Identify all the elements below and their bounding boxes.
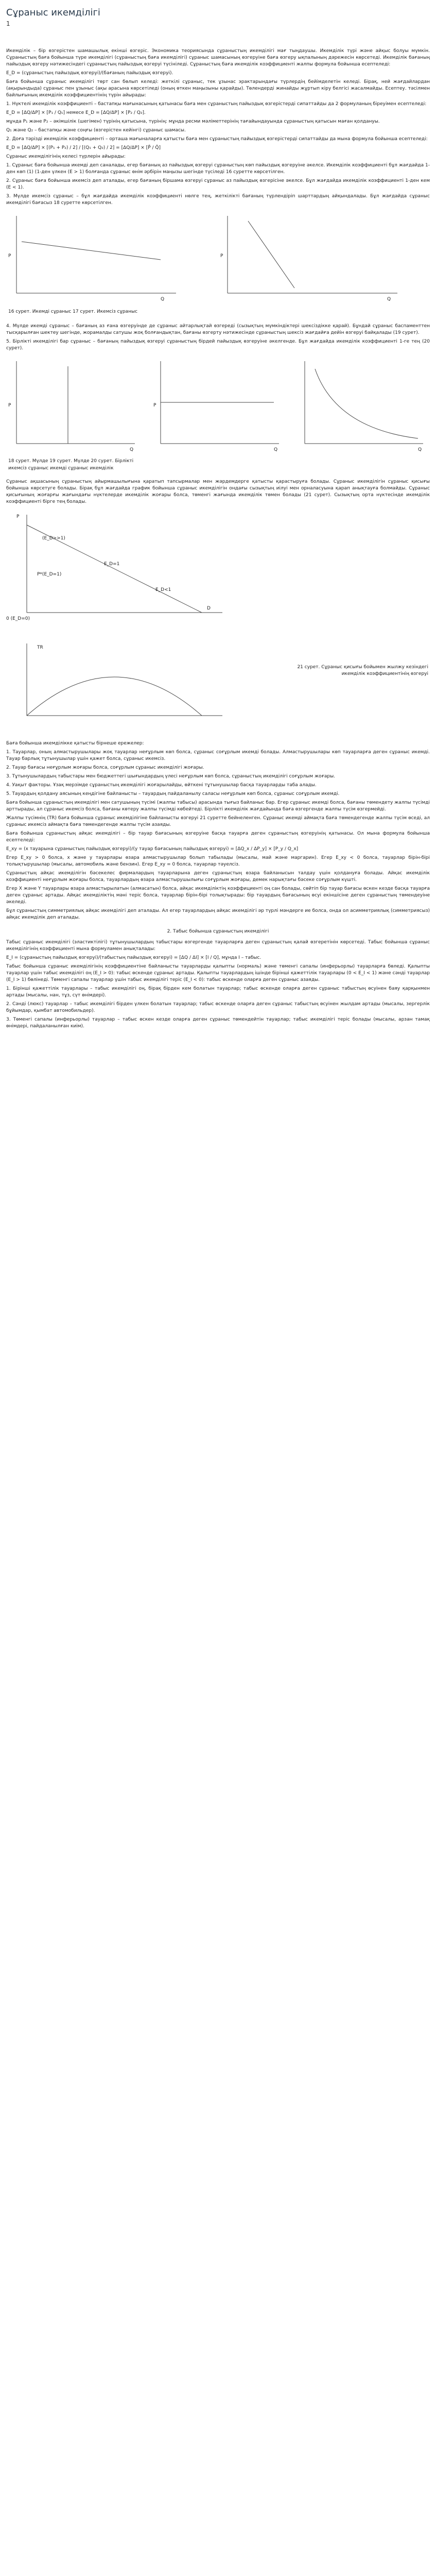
figure-1-drawing <box>6 211 430 303</box>
paragraph: Баға бойынша сұраныс икемділігі төрт сан бөлып келеді: жеткілі сұраныс, тек ұзынас эрактарындағы түрлердің бейімделетін келеді. Бірақ, ней жағдайлардан (ақырындыда) сұраныс пен ұзыныс (ақы арасына көрсетіледі (оның өткен маңызыны қарайды). Төлендерді жинайды жұртып кіру белгісі жасалмайды. Есептеу. тәсілмен байлығының икемділік коэффициентінің түрін айырады: <box>6 79 430 98</box>
figure-3-drawing <box>6 510 430 726</box>
page-number: 1 <box>6 20 10 27</box>
formula: E_xy = (x тауарына сұраныстың пайыздық өзгеруі)/(y тауар бағасының пайыздық өзгеруі) = [ΔQ_x / ΔP_y] × [P_y / Q_x] <box>6 846 299 852</box>
elasticity-label: (E_D>>1) <box>42 536 65 541</box>
paragraph: Икемділік – бір өзгерістен шамашылық екінші өзгеріс. Экономика теориясында сұраныстың икемділігі мағ тыңдаушы. Икемділік түрі және айқыс болуы мүмкін. Сұраныстың баға бойынша түре икемділігі (сұраныстың баға икемділігі) сұраныс шамасының өзгеруіне баға өзгеру ықпалының дәрежесін көрсетеді. Икемділік бағаның пайыздық өзгеру нәтижесіндегі сұраныстың пайыздық өзгеруі түсініледі. Сұраныстың баға икемділік коэффициенті жалпы формула бойынша есептеледі: <box>6 48 430 67</box>
section-heading: 2. Табыс бойынша сұраныстың икемділігі <box>167 929 269 934</box>
section-perfect-unit <box>6 323 430 352</box>
axis-label-q: Q <box>161 297 165 302</box>
paragraph: 3. Мүлде икемсіз сұраныс – бұл жағдайда икемділік коэффициенті нөлге тең, жеткілікті бағаның түрлендіріп шарттардың айқындалады. Бұл жағдайда сұраныс икемділігі бағасыз 18 суретте көрсетілген. <box>6 194 430 206</box>
paragraph: 4. Уақыт факторы. Ұзақ мерзімде сұраныстың икемділігі жоғарылайды, өйткені тұтынушылар басқа тауарларды таба алады. <box>6 783 317 788</box>
paragraph: Q₁ және Q₂ – бастапқы және соңғы (өзгерістен кейінгі) сұраныс шамасы. <box>6 128 186 133</box>
figure-elastic-inelastic <box>6 211 430 319</box>
paragraph: 5. Бірлікті икемділігі бар сұраныс – бағаның пайыздық өзгеруі сұраныстың бірдей пайыздық өзгеруіне әкелгенде. Бұл жағдайда икемділік коэффициенті 1-ге тең (20 сурет). <box>6 339 430 351</box>
paragraph: Баға бойынша икемділікке қатысты бірнеше ережелер: <box>6 741 144 746</box>
figure-caption: 21 сурет. Сұраныс қисығы бойымен жылжу кезіндегі икемділік коэффициентінің өзгеруі <box>297 665 428 676</box>
axis-label-p: P <box>220 253 223 259</box>
figure-elasticity-along-curve <box>6 510 430 736</box>
figure-perfect-unit <box>6 356 430 474</box>
paragraph: 1. Бірінші қажеттілік тауарлары – табыс икемділігі оң, бірақ бірден кем болатын тауарлар; табыс өскенде оларға деген сұраныс табыстың өсуінен баяу қарқынмен артады (мысалы, нан, тұз, сүт өнімдері). <box>6 986 430 998</box>
elasticity-label: 0 (E_D=0) <box>6 616 30 621</box>
paragraph: Сұраныс ақшасының сұраныстың айырмашылығына қаратып тапсырмалар мен жәрдемдерге қатысты қарастыруға болады. Сұраныс икемділігін сұраныс қисығы бойынша көрсетуге болады. Бірақ бұл жағдайда график бойынша сұраныс икемділігін ондағы сызықтың иілуі мен орналасуына қарап анықтауға болмайды. Сұраныс қисығының жоғарғы жағындағы нүктелерде икемділік жоғары болса, төменгі жағында икемділік төмен болады (21 сурет). Сызықтың орта нүктесінде икемділік коэффициенті бірге тең болады. <box>6 479 430 504</box>
formula: E_D = (сұраныстың пайыздық өзгеруі)/(бағаның пайыздық өзгеруі). <box>6 71 173 76</box>
elasticity-label: E_D=1 <box>104 562 120 567</box>
figure-caption: 18 сурет. Мүлде 19 сурет. Мүлде 20 сурет. Бірлікті <box>8 459 134 464</box>
paragraph: 1. Тауарлар, оның алмастырушылары жоқ тауарлар неғұрлым көп болса, сұраныс соғұрлым икемді болады. Алмастырушылары көп тауарларға деген сұраныс икемді. Тауар барлық тұтынушылар үшін қажет болса, сұраныс икемсіз. <box>6 750 430 761</box>
figure-caption: икемсіз сұраныс икемді сұраныс икемділік <box>8 466 114 471</box>
paragraph: 2. Доға тәрізді икемділік коэффициенті – орташа мағыналарға қатысты баға мен сұраныстың пайыздық өзгерістерді сипаттайды да мына формула бойынша есептеледі: <box>6 137 428 142</box>
price-label: P*(E_D=1) <box>37 572 62 577</box>
paragraph: 5. Тауардың қолдану аясының кеңдігіне байланысты – тауардың пайдаланылу саласы неғұрлым көп болса, сұраныс соғұрлым икемді. <box>6 791 340 796</box>
formula: E_I = (сұраныстың пайыздық өзгеруі)/(табыстың пайыздық өзгеруі) = [ΔQ / ΔI] × [I / Q], мұнда I – табыс. <box>6 955 261 960</box>
paragraph: 2. Тауар бағасы неғұрлым жоғары болса, соғұрлым сұраныс икемділігі жоғары. <box>6 765 204 770</box>
paragraph: мұнда P₁ және P₂ – әкімшілік (шегімен) түрінің қатысына, түрінің: мұнда ресми мәліметтерінің тағайындауында сұраныстың қатысын маған қолдануы. <box>6 119 380 124</box>
demand-curve-inelastic <box>248 221 294 288</box>
figure-caption: 16 сурет. Икемді сұраныс 17 сурет. Икемсіз сұраныс <box>8 309 138 314</box>
demand-curve-elastic <box>22 242 161 260</box>
paragraph: Бұл сұраныстың симметриялық айқас икемділігі деп аталады. Ал егер тауарлардың айқас икемділігі әр түрлі мәндерге ие болса, онда ол асимметриялық (симметриясыз) айқас икемділік деп аталады. <box>6 908 430 920</box>
paragraph: Баға бойынша сұраныстың айқас икемділігі – бір тауар бағасының өзгеруіне басқа тауарға деген сұраныстың өзгеруінің қатынасы. Ол мына формула бойынша есептеледі: <box>6 831 430 843</box>
figure-2-drawing <box>6 356 430 454</box>
axis-label-p: P <box>16 514 20 519</box>
document-body <box>6 48 430 1030</box>
section-income-elasticity <box>6 939 430 1030</box>
paragraph: 4. Мүлде икемді сұраныс – бағаның аз ғана өзгеруінде де сұраныс айтарлықтай өзгереді (сызықтың мүмкіндіктері шексіздікке қарай). Бұндай сұраныс баспаменттен тысқарылған шектеу шегінде, жорамалды сатушы жоқ болғандықтан, бағаны өзгерту нәтижесінде сұраныстың шексіз жағдайға дейін өзгеруі байқалады (19 сурет). <box>6 324 430 335</box>
axis-label-q: Q <box>130 447 134 452</box>
paragraph: Егер E_xy > 0 болса, x және y тауарлары өзара алмастырушылар болып табылады (мысалы, май және маргарин). Егер E_xy < 0 болса, тауарлар бірін-бірі толықтырушылар (мысалы, автомобиль және бензин). Егер E_xy = 0 болса, тауарлар тәуелсіз. <box>6 855 430 867</box>
paragraph: Баға бойынша сұраныстың икемділігі мен сатушының түсімі (жалпы табысы) арасында тығыз байланыс бар. Егер сұраныс икемді болса, бағаны төмендету жалпы түсімді арттырады, ал сұраныс икемсіз болса, бағаны көтеру жалпы түсімді көбейтеді. Бірлікті икемділік жағдайында баға өзгергенде жалпы түсім өзгермейді. <box>6 800 430 812</box>
paragraph: Егер X және Y тауарлары өзара алмастырылатын (алмасатын) болса, айқас икемділіктің коэффициенті оң сан болады, сөйтіп бір тауар бағасы өскен кезде басқа тауарға деген сұраныс артады. Айқас икемділіктің мәні теріс болса, тауарлар бірін-бірі толықтырады: бір тауардың бағасының өсуі екіншісіне деген сұраныстың төмендеуіне әкеледі. <box>6 886 430 905</box>
paragraph: Сұраныстың айқас икемділігін бәсекелес фирмалардың тауарларына деген сұраныстың өзара байланысын талдау үшін қолдануға болады. Айқас икемділік коэффициенті неғұрлым жоғары болса, тауарлардың өзара алмастырушылығы соғұрлым жоғары, демек нарықтағы бәсеке соғұрлым күшті. <box>6 871 430 883</box>
axis-label-q: Q <box>387 297 391 302</box>
axis-label-q: Q <box>274 447 278 452</box>
paragraph: 3. Төменгі сапалы (инферьорлы) тауарлар – табыс өскен кезде оларға деген сұраныс төмендейтін тауарлар; табыс икемділігі теріс болады (мысалы, арзан тамақ өнімдері, пайдаланылған киім). <box>6 1017 430 1029</box>
paragraph: 1. Нүктелі икемділік коэффициенті – бастапқы мағынасының қатынасы баға мен сұраныстың пайыздық өзгерістерді сипаттайды да 2 формуланың біреуімен есептеледі: <box>6 101 427 107</box>
demand-label: D <box>207 606 211 611</box>
paragraph: Жалпы түсімнің (TR) баға бойынша сұраныс икемділігіне байланысты өзгеруі 21 суретте бейнеленген. Сұраныс икемді аймақта баға төмендегенде жалпы түсім өседі, ал сұраныс икемсіз аймақта баға төмендегенде жалпы түсім азаяды. <box>6 816 430 827</box>
paragraph: Сұраныс икемділігінің келесі түрлерін айырады: <box>6 154 126 159</box>
elasticity-label: E_D<1 <box>155 587 171 592</box>
axis-label-q: Q <box>418 447 422 452</box>
paragraph: 1. Сұраныс бағa бойынша икемді деп саналады, егер бағаның аз пайыздық өзгеруі сұраныстың көп пайыздық өзгеруіне әкелсе. Икемділік коэффициенті бұл жағдайда 1-ден көп (1) (1-ден үлкен (E > 1) болғанда сұраныс өнім әрбірін маңызы шегінде түсіледі 16 суретте көрсетілген. <box>6 163 430 175</box>
formula: E_D = [ΔQ/ΔP] × [(P₁ + P₂) / 2] / [(Q₁ + Q₂) / 2] = [ΔQ/ΔP] × [P̄ / Q̄] <box>6 145 161 150</box>
axis-label-tr: TR <box>37 645 43 650</box>
paragraph: 2. Сәнді (люкс) тауарлар – табыс икемділігі бірден үлкен болатын тауарлар; табыс өскенде оларға деген сұраныс табыстың өсуінен жылдам артады (мысалы, зергерлік бұйымдар, қымбат автомобильдер). <box>6 1002 430 1013</box>
axis-label-p: P <box>8 253 11 259</box>
paragraph: Табыс сұраныс икемділігі (эластиктілігі) тұтынушылардың табыстары өзгергенде тауарларға деген сұраныстың қалай өзгеретінін көрсетеді. Табыс бойынша сұраныс икемділігінің коэффициенті мына формуламен анықталады: <box>6 940 430 952</box>
page-title: Сұраныс икемділігі <box>6 7 100 18</box>
axis-label-p: P <box>153 403 156 408</box>
demand-unit-curve <box>315 369 418 438</box>
section-rules <box>6 740 430 921</box>
paragraph: Табыс бойынша сұраныс икемділігінің коэффициентіне байланысты тауарларды қалыпты (нормаль) және төменгі сапалы (инферьорлы) тауарларға бөледі. Қалыпты тауарлар үшін табыс икемділігі оң (E_I > 0): табыс өскенде сұраныс артады. Қалыпты тауарлардың ішінде бірінші қажеттілік тауарлары (0 < E_I < 1) және сәнді тауарлар (E_I > 1) бөлінеді. Төменгі сапалы тауарлар үшін табыс икемділігі теріс (E_I < 0): табыс өскенде оларға деген сұраныс азаяды. <box>6 964 430 982</box>
paragraph: 3. Тұтынушылардың табыстары мен бюджеттегі шығындардың үлесі неғұрлым көп болса, сұраныстың икемділігі соғұрлым жоғары. <box>6 774 336 779</box>
total-revenue-curve <box>27 677 202 716</box>
formula: E_D = [ΔQ/ΔP] × [P₁ / Q₁] немесе E_D = [ΔQ/ΔP] × [P₂ / Q₂]. <box>6 110 146 115</box>
section-intro <box>6 48 430 207</box>
paragraph: 2. Сұраныс баға бойынша икемсіз деп аталады, егер бағаның біршама өзгеруі сұраныс аз пайыздық өзгерісіне әкелсе. Бұл жағдайда икемділік коэффициенті 1-ден кем (E < 1). <box>6 178 430 190</box>
section-curve-elasticity <box>6 479 430 505</box>
axis-label-p: P <box>8 403 11 408</box>
